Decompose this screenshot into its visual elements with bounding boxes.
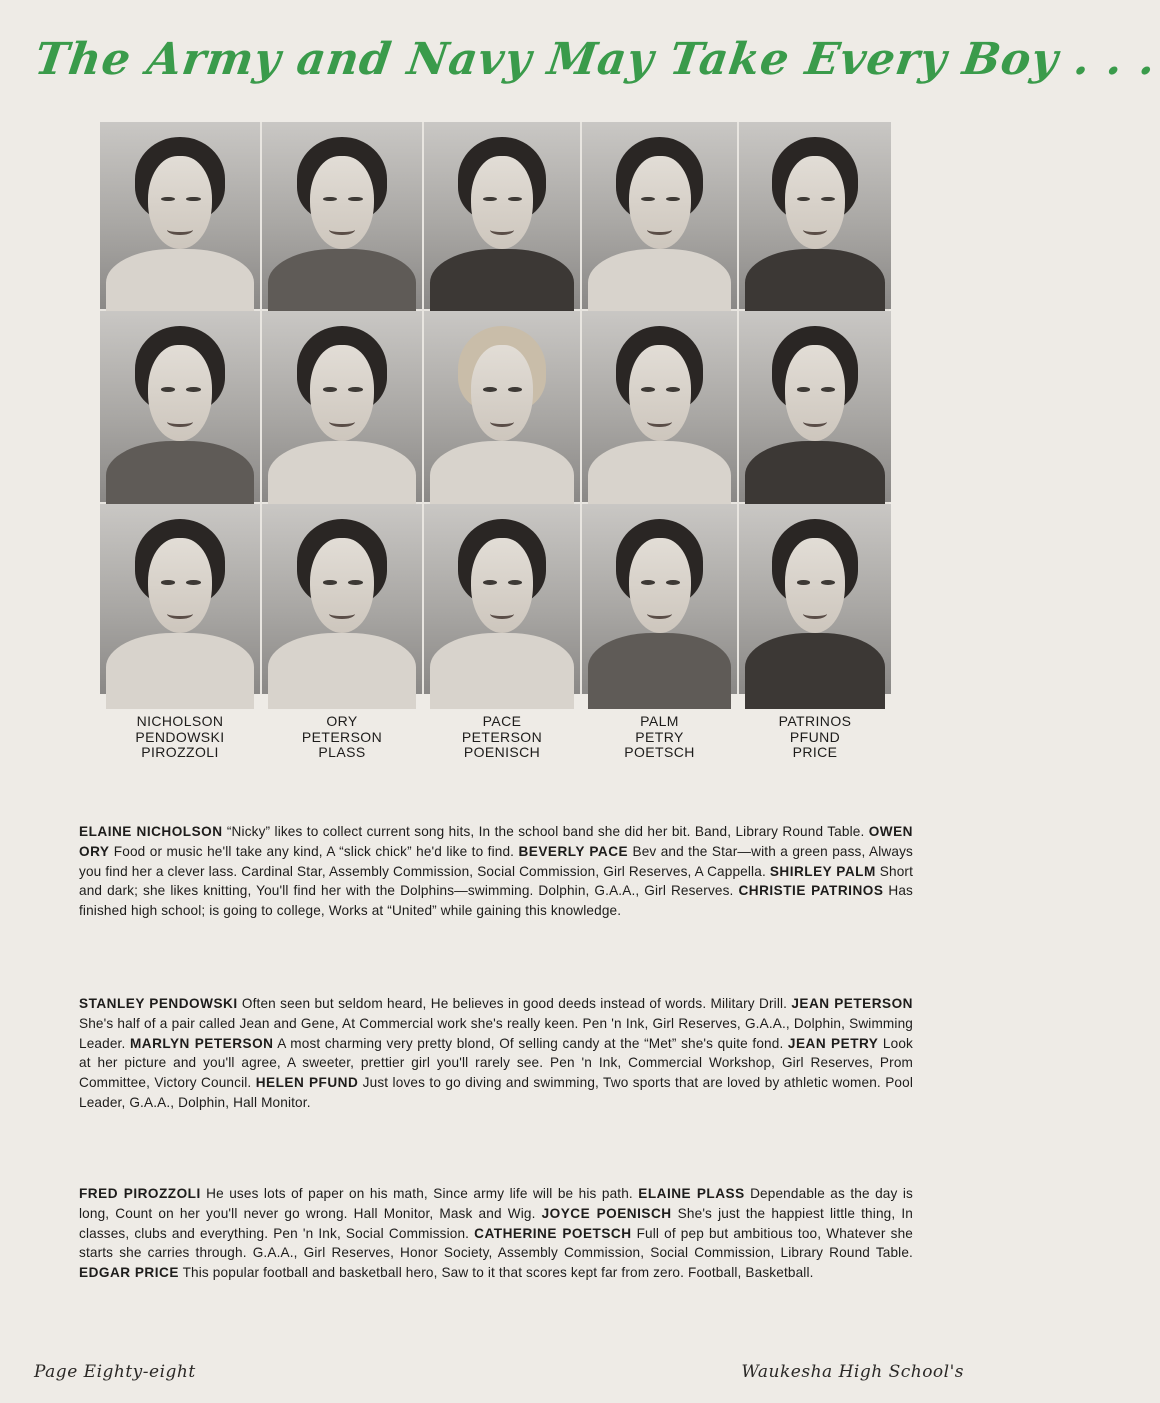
- name-caption-row: [100, 714, 889, 764]
- portrait-photo: [262, 504, 422, 694]
- bio-text: Dependable as the day is long, Count on her you'll never go wrong. Hall Monitor, Mask and Wig.: [79, 1186, 913, 1221]
- bio-name: SHIRLEY PALM: [769, 863, 876, 879]
- student-surname: PETERSON: [461, 728, 543, 745]
- bio-text: Has finished high school; is going to college, Works at “United” while gaining this knowledge.: [79, 883, 913, 919]
- student-surname: PIROZZOLI: [141, 744, 219, 760]
- bio-text: She's half of a pair called Jean and Gene, At Commercial work she's really keen. Pen 'n Ink, Girl Reserves, G.A.A., Dolphin, Swimming Leader.: [79, 1015, 913, 1051]
- bio-paragraph: [79, 822, 913, 921]
- portrait-grid: [100, 122, 889, 694]
- portrait-photo: [582, 122, 737, 309]
- bio-text: Bev and the Star—with a green pass, Always you find her a clever lass. Cardinal Star, Assembly Commission, Social Commission, Girl Reserves, A Cappella.: [79, 843, 913, 879]
- student-surname: PFUND: [789, 728, 841, 745]
- bio-name: FRED PIROZZOLI: [79, 1186, 201, 1201]
- bio-text: “Nicky” likes to collect current song hits, In the school band she did her bit. Band, Library Round Table.: [222, 824, 869, 839]
- bio-text: He uses lots of paper on his math, Since army life will be his path.: [200, 1186, 639, 1201]
- name-column: [262, 714, 422, 764]
- student-surname: PRICE: [792, 744, 838, 760]
- student-surname: NICHOLSON: [136, 713, 224, 729]
- portrait-photo: [424, 504, 580, 694]
- bio-paragraph: [79, 1184, 913, 1283]
- bio-text: Often seen but seldom heard, He believes in good deeds instead of words. Military Drill.: [237, 996, 792, 1011]
- portrait-photo: [739, 311, 891, 502]
- bio-name: ELAINE PLASS: [638, 1186, 745, 1201]
- bio-name: JEAN PETERSON: [791, 996, 913, 1011]
- bio-text: A most charming very pretty blond, Of selling candy at the “Met” she's quite fond.: [273, 1035, 788, 1051]
- bio-name: MARLYN PETERSON: [129, 1035, 274, 1051]
- portrait-photo: [262, 122, 422, 309]
- portrait-photo: [262, 311, 422, 502]
- student-surname: PENDOWSKI: [135, 728, 225, 745]
- student-surname: PETRY: [635, 728, 684, 745]
- portrait-photo: [739, 122, 891, 309]
- portrait-photo: [582, 504, 737, 694]
- running-footer: Waukesha High School's: [741, 1362, 964, 1382]
- name-column: [582, 714, 737, 764]
- name-column: [739, 714, 891, 764]
- bio-text: This popular football and basketball hero, Saw to it that scores kept far from zero. Football, Basketball.: [178, 1265, 814, 1281]
- name-column: [100, 714, 260, 764]
- bio-text: Short and dark; she likes knitting, You'll find her with the Dolphins—swimming. Dolphin, G.A.A., Girl Reserves.: [79, 863, 914, 899]
- bio-name: JEAN PETRY: [787, 1035, 879, 1051]
- student-surname: PATRINOS: [778, 713, 852, 729]
- bio-name: CATHERINE POETSCH: [474, 1225, 632, 1241]
- bio-name: ELAINE NICHOLSON: [79, 824, 223, 839]
- bio-name: STANLEY PENDOWSKI: [79, 996, 238, 1011]
- student-surname: PALM: [640, 713, 679, 729]
- student-surname: PETERSON: [301, 728, 383, 745]
- student-surname: PLASS: [318, 744, 366, 760]
- bio-name: EDGAR PRICE: [79, 1265, 179, 1281]
- portrait-photo: [100, 311, 260, 502]
- portrait-photo: [100, 504, 260, 694]
- bio-text: Look at her picture and you'll agree, A sweeter, prettier girl you'll rarely see. Pen 'n Ink, Commercial Workshop, Girl Reserves, Prom Committee, Victory Council.: [79, 1035, 913, 1091]
- bio-name: JOYCE POENISCH: [541, 1205, 672, 1221]
- bio-name: CHRISTIE PATRINOS: [738, 883, 884, 899]
- portrait-photo: [739, 504, 891, 694]
- portrait-photo: [582, 311, 737, 502]
- bio-text: Food or music he'll take any kind, A “slick chick” he'd like to find.: [109, 843, 519, 859]
- portrait-photo: [424, 311, 580, 502]
- page-title: The Army and Navy May Take Every Boy . . .: [31, 34, 1160, 85]
- bio-text: Just loves to go diving and swimming, Two sports that are loved by athletic women. Pool Leader, G.A.A., Dolphin, Hall Monitor.: [79, 1075, 914, 1110]
- bio-text: She's just the happiest little thing, In classes, clubs and everything. Pen 'n Ink, Social Commission.: [79, 1205, 913, 1241]
- portrait-photo: [100, 122, 260, 309]
- bio-name: HELEN PFUND: [255, 1075, 359, 1091]
- student-surname: PACE: [482, 713, 522, 729]
- bio-name: OWEN ORY: [79, 824, 913, 859]
- page-number: Page Eighty-eight: [34, 1362, 196, 1382]
- bio-paragraph: [79, 994, 913, 1113]
- name-column: [424, 714, 580, 764]
- student-surname: ORY: [326, 713, 358, 729]
- bio-text: Full of pep but ambitious too, Whatever she starts she carries through. G.A.A., Girl Reserves, Honor Society, Assembly Commission, Social Commission, Library Round Table.: [79, 1225, 913, 1261]
- portrait-photo: [424, 122, 580, 309]
- student-surname: POETSCH: [624, 744, 695, 760]
- student-surname: POENISCH: [463, 744, 541, 760]
- bio-name: BEVERLY PACE: [518, 843, 629, 859]
